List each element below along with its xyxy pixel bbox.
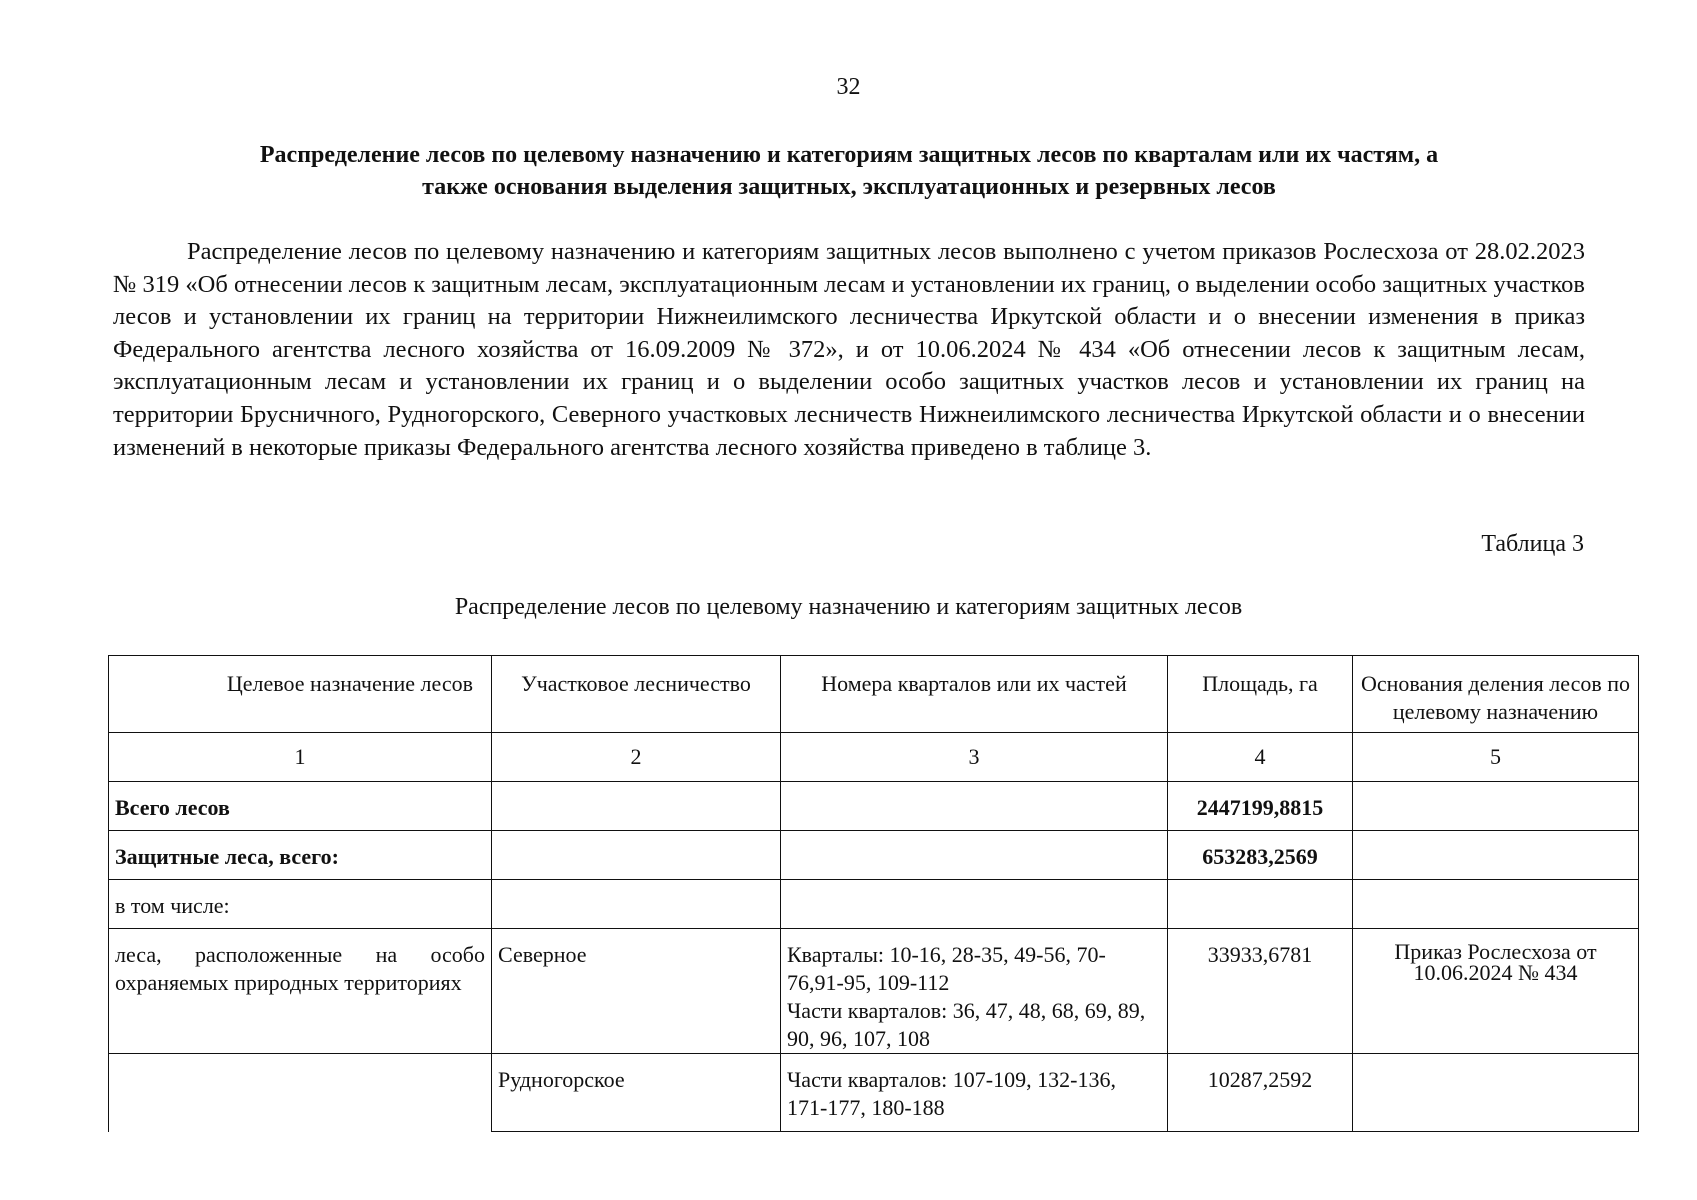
section-heading-line-2: также основания выделения защитных, эксплуатационных и резервных лесов (422, 174, 1276, 200)
header-quarters: Номера кварталов или их частей (781, 656, 1168, 733)
table-row-protected-areas-severnoe (109, 929, 1639, 1054)
row-purpose: Всего лесов (109, 782, 492, 831)
row-purpose: Защитные леса, всего: (109, 831, 492, 880)
table-row-total-forests (109, 782, 1639, 831)
header-basis: Основания деления лесов по целевому назначению (1353, 656, 1639, 733)
column-number: 1 (109, 733, 492, 782)
row-quarters (781, 929, 1168, 1054)
body-paragraph: Распределение лесов по целевому назначению и категориям защитных лесов выполнено с учетом приказов Рослесхоза от 28.02.2023 № 319 «Об отнесении лесов к защитным лесам, эксплуатационным лесам и установлении их границ, о выделении особо защитных участков лесов и установлении их границ на территории Нижнеилимского лесничества Иркутской области и о внесении изменения в приказ Федерального агентства лесного хозяйства от 16.09.2009 № 372», и от 10.06.2024 № 434 «Об отнесении лесов к защитным лесам, эксплуатационным лесам и установлении их границ и о выделении особо защитных участков лесов и установлении их границ на территории Брусничного, Рудногорского, Северного участковых лесничеств Нижнеилимского лесничества Иркутской области и о внесении изменений в некоторые приказы Федерального агентства лесного хозяйства приведено в таблице 3. (113, 238, 1585, 461)
section-heading (110, 139, 1588, 203)
section-heading-line-1: Распределение лесов по целевому назначению и категориям защитных лесов по кварталам или их частям, а (259, 142, 1439, 168)
row-purpose (109, 1054, 492, 1132)
page-number: 32 (836, 74, 861, 100)
column-number: 4 (1168, 733, 1353, 782)
row-district: Рудногорское (492, 1054, 781, 1132)
row-quarters (781, 880, 1168, 929)
column-number: 3 (781, 733, 1168, 782)
row-basis (1353, 1054, 1639, 1132)
row-basis (1353, 880, 1639, 929)
row-purpose: в том числе: (109, 880, 492, 929)
row-quarters (781, 831, 1168, 880)
row-quarters-parts: Части кварталов: 36, 47, 48, 68, 69, 89, 90, 96, 107, 108 (787, 998, 1146, 1051)
row-area: 10287,2592 (1168, 1054, 1353, 1132)
column-numbers-row (109, 733, 1639, 782)
table-row-rudnogorskoe (109, 1054, 1639, 1132)
table-row-protective-total (109, 831, 1639, 880)
column-number: 5 (1353, 733, 1639, 782)
row-basis (1353, 831, 1639, 880)
row-area (1168, 880, 1353, 929)
forest-distribution-table (108, 655, 1639, 1132)
row-basis (1353, 782, 1639, 831)
header-area: Площадь, га (1168, 656, 1353, 733)
table-header-row (109, 656, 1639, 733)
row-quarters (781, 782, 1168, 831)
row-area: 2447199,8815 (1168, 782, 1353, 831)
row-district: Северное (492, 929, 781, 1054)
row-district (492, 782, 781, 831)
table-label: Таблица 3 (1481, 531, 1584, 557)
row-area: 33933,6781 (1168, 929, 1353, 1054)
row-quarters: Части кварталов: 107-109, 132-136, 171-177, 180-188 (781, 1054, 1168, 1132)
header-purpose: Целевое назначение лесов (109, 656, 492, 733)
table-caption: Распределение лесов по целевому назначению и категориям защитных лесов (454, 594, 1243, 620)
row-area: 653283,2569 (1168, 831, 1353, 880)
column-number: 2 (492, 733, 781, 782)
table-row-including (109, 880, 1639, 929)
row-basis: Приказ Рослесхоза от 10.06.2024 № 434 (1353, 929, 1639, 1054)
row-purpose: леса, расположенные на особо охраняемых природных территориях (109, 929, 492, 1054)
header-district: Участковое лесничество (492, 656, 781, 733)
row-quarters-full: Кварталы: 10-16, 28-35, 49-56, 70-76,91-95, 109-112 (787, 942, 1106, 995)
row-district (492, 831, 781, 880)
row-district (492, 880, 781, 929)
